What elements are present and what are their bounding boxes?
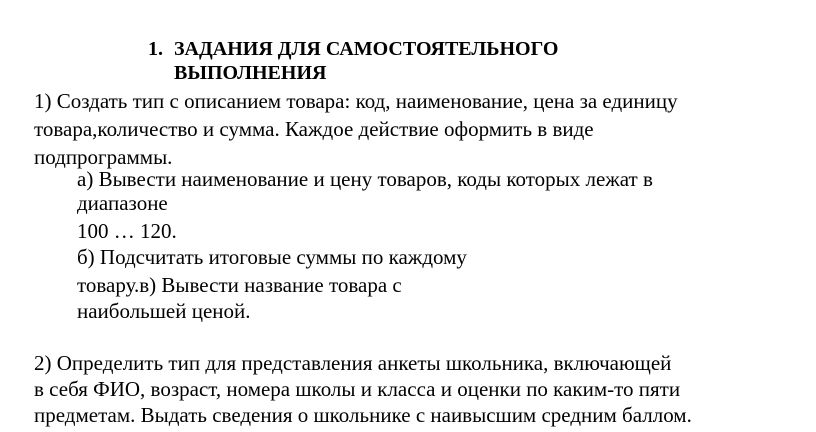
task1-sub-line-3: 100 … 120. bbox=[77, 219, 177, 243]
heading-title-2: ВЫПОЛНЕНИЯ bbox=[174, 62, 327, 84]
task1-sub-line-6: наибольшей ценой. bbox=[77, 299, 251, 323]
heading-line-1 bbox=[148, 36, 558, 62]
task1-sub-line-1: а) Вывести наименование и цену товаров, коды которых лежат в bbox=[77, 167, 653, 191]
task1-line-2: товара,количество и сумма. Каждое действие оформить в виде bbox=[34, 117, 594, 141]
heading-number: 1. bbox=[148, 38, 163, 60]
task1-sub-line-4: б) Подсчитать итоговые суммы по каждому bbox=[77, 245, 467, 269]
heading-title-1: ЗАДАНИЯ ДЛЯ САМОСТОЯТЕЛЬНОГО bbox=[174, 38, 559, 60]
task1-sub-line-2: диапазоне bbox=[77, 191, 168, 215]
task2-line-1: 2) Определить тип для представления анкеты школьника, включающей bbox=[34, 351, 672, 375]
task1-sub-line-5: товару.в) Вывести название товара с bbox=[77, 273, 402, 297]
task1-line-3: подпрограммы. bbox=[34, 145, 173, 169]
task2-line-2: в себя ФИО, возраст, номера школы и класса и оценки по каким-то пяти bbox=[34, 377, 681, 401]
task2-line-3: предметам. Выдать сведения о школьнике с наивысшим средним баллом. bbox=[34, 403, 692, 427]
task1-line-1: 1) Создать тип с описанием товара: код, наименование, цена за единицу bbox=[34, 89, 678, 113]
